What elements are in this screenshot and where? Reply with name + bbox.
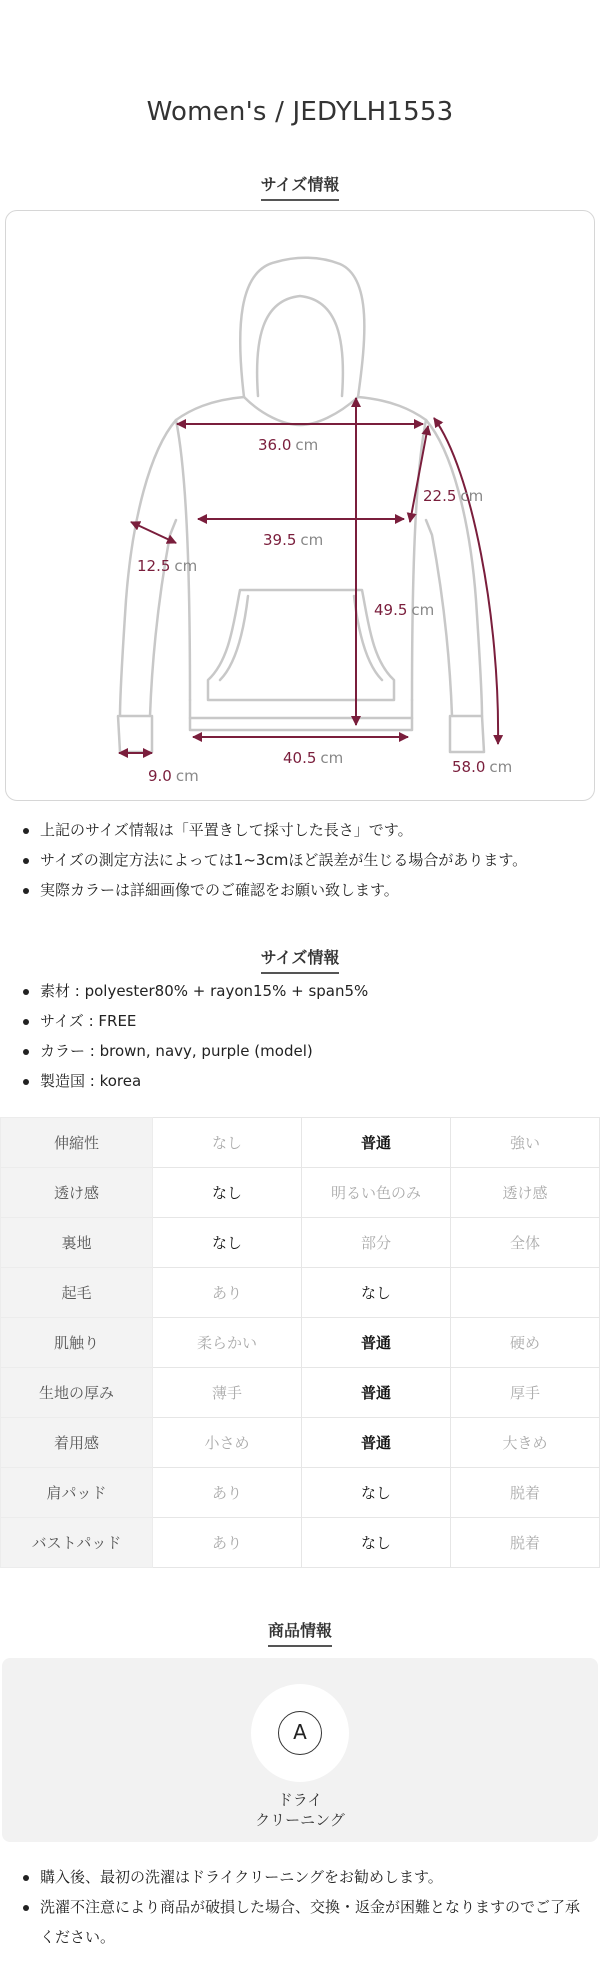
fabric-attribute-label: 着用感 <box>1 1418 153 1468</box>
fabric-option-cell: 透け感 <box>451 1168 600 1218</box>
list-item: カラー : brown, navy, purple (model) <box>20 1036 590 1066</box>
fabric-attribute-label: バストパッド <box>1 1518 153 1568</box>
table-row <box>1 1268 600 1318</box>
fabric-option-cell: 部分 <box>302 1218 451 1268</box>
page-title: Women's / JEDYLH1553 <box>146 97 454 127</box>
cuff-measure: 9.0 cm <box>148 767 199 785</box>
fabric-option-cell: 脱着 <box>451 1468 600 1518</box>
fabric-attribute-label: 伸縮性 <box>1 1118 153 1168</box>
fabric-option-cell: 強い <box>451 1118 600 1168</box>
fabric-option-cell: 小さめ <box>153 1418 302 1468</box>
fabric-option-cell: あり <box>153 1268 302 1318</box>
fabric-attribute-label: 肩パッド <box>1 1468 153 1518</box>
size-section-title: サイズ情報 <box>0 172 600 201</box>
fabric-option-cell: あり <box>153 1518 302 1568</box>
dry-clean-icon: A <box>278 1711 322 1755</box>
fabric-option-cell: なし <box>302 1468 451 1518</box>
list-item: サイズの測定方法によっては1~3cmほど誤差が生じる場合があります。 <box>20 845 590 875</box>
spec-section-title: サイズ情報 <box>0 945 600 974</box>
fabric-option-cell: なし <box>153 1118 302 1168</box>
table-row <box>1 1518 600 1568</box>
fabric-option-cell: 厚手 <box>451 1368 600 1418</box>
fabric-option-cell: あり <box>153 1468 302 1518</box>
fabric-option-cell <box>451 1268 600 1318</box>
fabric-option-cell: 柔らかい <box>153 1318 302 1368</box>
hem-measure: 40.5 cm <box>283 749 344 767</box>
list-item: 購入後、最初の洗濯はドライクリーニングをお勧めします。 <box>20 1862 590 1892</box>
hoodie-size-diagram <box>0 0 600 810</box>
care-label: ドライ クリーニング <box>255 1791 345 1829</box>
list-item: 製造国 : korea <box>20 1066 590 1096</box>
sleeve-width-measure: 12.5 cm <box>137 557 198 575</box>
length-measure: 49.5 cm <box>374 601 435 619</box>
shoulder-measure: 36.0 cm <box>258 436 319 454</box>
fabric-attribute-label: 裏地 <box>1 1218 153 1268</box>
fabric-table <box>0 1117 600 1568</box>
fabric-option-cell: 大きめ <box>451 1418 600 1468</box>
chest-measure: 39.5 cm <box>263 531 324 549</box>
fabric-option-cell: 薄手 <box>153 1368 302 1418</box>
product-section-title: 商品情報 <box>0 1618 600 1647</box>
list-item: 実際カラーは詳細画像でのご確認をお願い致します。 <box>20 875 590 905</box>
fabric-attribute-label: 透け感 <box>1 1168 153 1218</box>
fabric-attribute-label: 生地の厚み <box>1 1368 153 1418</box>
fabric-attribute-label: 起毛 <box>1 1268 153 1318</box>
fabric-option-cell: 硬め <box>451 1318 600 1368</box>
list-item: サイズ : FREE <box>20 1006 590 1036</box>
table-row <box>1 1368 600 1418</box>
list-item: 洗濯不注意により商品が破損した場合、交換・返金が困難となりますのでご了承ください。 <box>20 1892 590 1952</box>
fabric-option-cell: 普通 <box>302 1368 451 1418</box>
list-item: 上記のサイズ情報は「平置きして採寸した長さ」です。 <box>20 815 590 845</box>
spec-list <box>20 976 590 1096</box>
care-notes-list <box>20 1862 590 1952</box>
list-item: 素材 : polyester80% + rayon15% + span5% <box>20 976 590 1006</box>
fabric-option-cell: 普通 <box>302 1318 451 1368</box>
table-row <box>1 1468 600 1518</box>
sleeve-length-measure: 58.0 cm <box>452 758 513 776</box>
table-row <box>1 1168 600 1218</box>
fabric-option-cell: 普通 <box>302 1118 451 1168</box>
table-row <box>1 1118 600 1168</box>
fabric-attribute-label: 肌触り <box>1 1318 153 1368</box>
fabric-option-cell: なし <box>302 1518 451 1568</box>
fabric-option-cell: 全体 <box>451 1218 600 1268</box>
fabric-option-cell: なし <box>153 1168 302 1218</box>
fabric-option-cell: なし <box>302 1268 451 1318</box>
fabric-option-cell: 明るい色のみ <box>302 1168 451 1218</box>
table-row <box>1 1418 600 1468</box>
table-row <box>1 1218 600 1268</box>
fabric-option-cell: 脱着 <box>451 1518 600 1568</box>
table-row <box>1 1318 600 1368</box>
size-notes-list <box>20 815 590 905</box>
armhole-measure: 22.5 cm <box>423 487 484 505</box>
fabric-option-cell: なし <box>153 1218 302 1268</box>
fabric-option-cell: 普通 <box>302 1418 451 1468</box>
